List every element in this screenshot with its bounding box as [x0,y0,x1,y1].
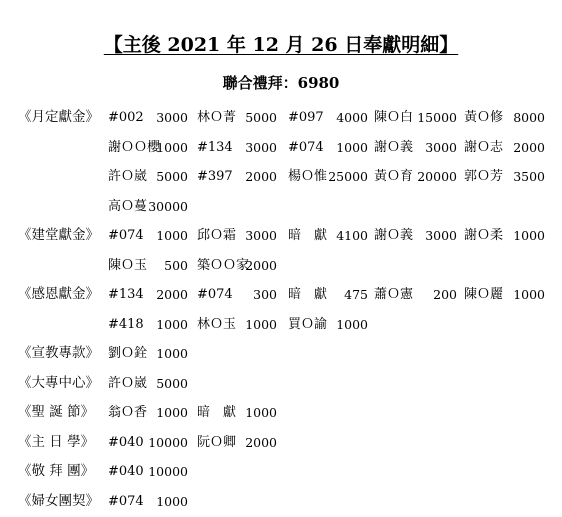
donor-name: #397 [197,169,233,184]
offering-category: 《月定獻金》 [18,109,99,125]
donation-amount: 10000 [148,434,188,450]
donor-name: #074 [108,493,144,509]
offering-row [0,428,562,458]
donation-amount: 3000 [425,139,457,155]
donation-amount: 500 [164,257,188,273]
donor-name: 築ＯＯ家 [197,257,250,273]
offering-row [0,133,562,163]
donation-amount: 3000 [245,139,277,155]
donation-amount: 2000 [156,287,188,302]
donor-name: #040 [108,434,144,450]
offering-row [0,398,562,428]
offering-category: 《宣教專款》 [18,345,99,361]
donor-name: 謝Ｏ義 [374,228,414,243]
offering-row [0,192,562,222]
offering-list [0,103,562,516]
offering-row [0,369,562,399]
donation-amount: 475 [344,287,368,302]
donor-name: 黃Ｏ育 [374,169,414,184]
donation-amount: 25000 [328,169,368,184]
donor-name: 謝ＯＯ櫻 [108,139,161,155]
donation-amount: 4000 [336,110,368,125]
donation-amount: 300 [253,287,277,302]
donation-amount: 5000 [245,110,277,125]
donation-amount: 5000 [156,169,188,184]
offering-row [0,103,562,133]
donation-amount: 3500 [513,169,545,184]
donation-amount: 1000 [156,493,188,509]
offering-row [0,457,562,487]
donor-name: #134 [108,287,144,302]
offering-row [0,251,562,281]
offering-category: 《建堂獻金》 [18,227,99,243]
donor-name: 暗 獻 [197,405,237,420]
offering-row [0,339,562,369]
donation-amount: 200 [433,287,457,302]
donation-amount: 2000 [245,257,277,273]
donation-amount: 2000 [245,434,277,450]
offering-category: 《大專中心》 [18,374,99,391]
offering-row [0,310,562,340]
donation-amount: 20000 [417,169,457,184]
donor-name: 林Ｏ玉 [197,316,237,332]
donor-name: 許Ｏ崴 [108,375,148,391]
donor-name: 阮Ｏ卿 [197,434,237,450]
donation-amount: 1000 [245,316,277,332]
donation-amount: 2000 [513,139,545,155]
donation-amount: 1000 [156,228,188,243]
donation-amount: 1000 [336,139,368,155]
donation-amount: 1000 [513,287,545,302]
donor-name: 買Ｏ諭 [288,316,328,332]
donor-name: 林Ｏ菁 [197,110,237,125]
donor-name: 郭Ｏ芳 [464,169,504,184]
donor-name: #134 [197,139,233,155]
offering-category: 《婦女團契》 [18,492,99,509]
donor-name: #418 [108,316,144,332]
offering-row [0,221,562,251]
offering-row [0,162,562,192]
offering-row [0,487,562,517]
donor-name: 陳Ｏ麗 [464,287,504,302]
donor-name: #040 [108,464,144,479]
donor-name: #097 [288,110,324,125]
donor-name: #074 [197,287,233,302]
donation-amount: 10000 [148,464,188,479]
donor-name: 高Ｏ蔓 [108,198,148,214]
donor-name: #002 [108,110,144,125]
donor-name: 楊Ｏ惟 [288,169,328,184]
donation-amount: 3000 [425,228,457,243]
donation-amount: 2000 [245,169,277,184]
donation-amount: 3000 [156,110,188,125]
donor-name: 黃Ｏ修 [464,110,504,125]
offering-row [0,280,562,310]
offering-category: 《敬 拜 團》 [18,463,95,479]
donation-amount: 30000 [148,198,188,214]
donation-amount: 1000 [156,346,188,361]
donation-amount: 1000 [156,405,188,420]
offering-category: 《聖 誕 節》 [18,404,95,420]
donor-name: 劉Ｏ銓 [108,346,148,361]
donor-name: 暗 獻 [288,228,328,243]
donor-name: 蕭Ｏ憲 [374,287,414,302]
donation-amount: 1000 [245,405,277,420]
offering-category: 《感恩獻金》 [18,286,99,302]
donation-amount: 4100 [336,228,368,243]
donor-name: #074 [108,228,144,243]
joint-worship-total: 聯合禮拜：6980 [222,74,340,92]
donation-amount: 1000 [156,316,188,332]
donation-amount: 3000 [245,228,277,243]
donor-name: 陳Ｏ白 [374,110,414,125]
donor-name: 陳Ｏ玉 [108,257,148,273]
donor-name: #074 [288,139,324,155]
donation-amount: 1000 [336,316,368,332]
donation-amount: 1000 [513,228,545,243]
donor-name: 邱Ｏ霜 [197,228,237,243]
donor-name: 謝Ｏ義 [374,139,414,155]
donor-name: 暗 獻 [288,287,328,302]
donation-amount: 15000 [417,110,457,125]
document-title: 【主後 2021 年 12 月 26 日奉獻明細】 [103,34,459,56]
donor-name: 謝Ｏ志 [464,139,504,155]
donor-name: 翁Ｏ香 [108,405,148,420]
offering-category: 《主 日 學》 [18,433,95,450]
donor-name: 許Ｏ崴 [108,169,148,184]
donation-amount: 1000 [156,139,188,155]
donor-name: 謝Ｏ柔 [464,228,504,243]
donation-amount: 8000 [513,110,545,125]
donation-amount: 5000 [156,375,188,391]
